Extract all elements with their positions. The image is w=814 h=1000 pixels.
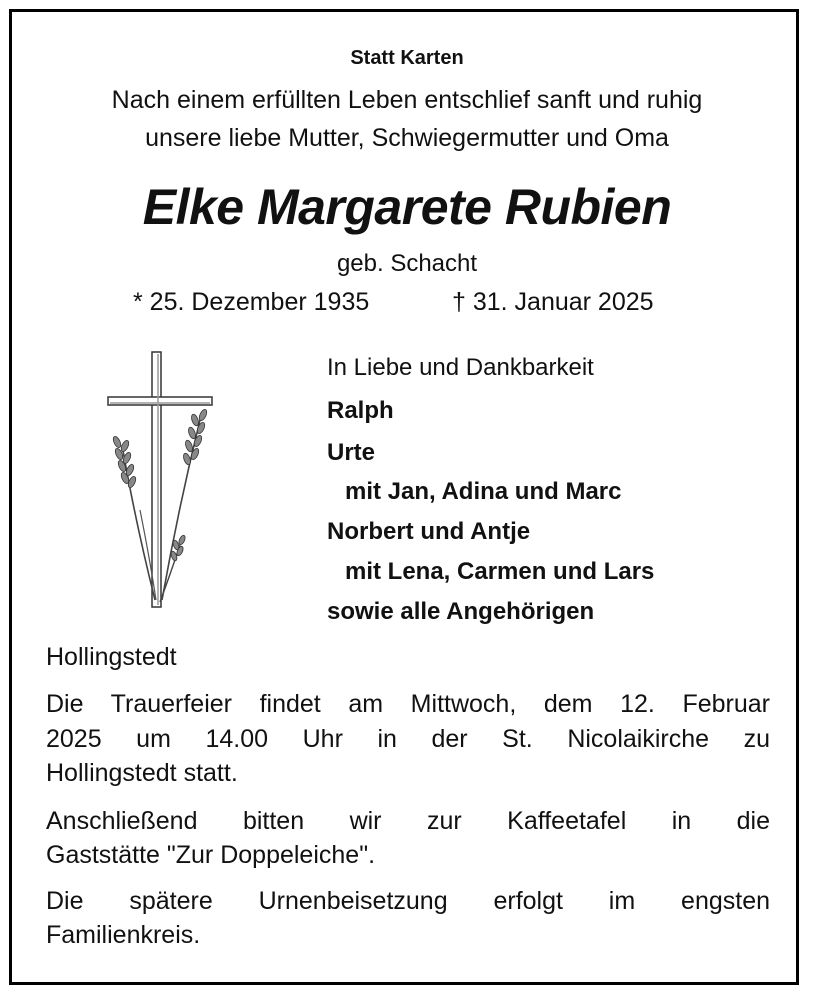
family-member: Norbert und Antje: [327, 518, 531, 545]
family-member-children: mit Jan, Adina und Marc: [345, 478, 622, 505]
family-relatives: sowie alle Angehörigen: [327, 598, 595, 625]
ceremony-text: Die Trauerfeier findet am Mittwoch, dem 12. Februar: [46, 690, 770, 718]
urn-text: Familienkreis.: [46, 921, 201, 949]
cross-with-wheat-icon: [100, 350, 220, 610]
family-member-children: mit Lena, Carmen und Lars: [345, 558, 655, 585]
ceremony-text: Hollingstedt statt.: [46, 759, 238, 787]
ceremony-text: 2025 um 14.00 Uhr in der St. Nicolaikirche zu: [46, 725, 770, 753]
family-member: Ralph: [327, 397, 394, 424]
coffee-text: Gaststätte "Zur Doppeleiche".: [46, 841, 376, 869]
family-intro: In Liebe und Dankbarkeit: [327, 354, 594, 381]
family-member: Urte: [327, 439, 376, 466]
header-statt-karten: Statt Karten: [350, 47, 464, 69]
deceased-name: Elke Margarete Rubien: [142, 179, 672, 235]
birth-name: geb. Schacht: [336, 250, 478, 277]
date-of-death: † 31. Januar 2025: [452, 288, 654, 316]
urn-text: Die spätere Urnenbeisetzung erfolgt im engsten: [46, 887, 770, 915]
date-of-birth: * 25. Dezember 1935: [133, 288, 370, 316]
intro-line-1: Nach einem erfüllten Leben entschlief sanft und ruhig: [111, 86, 703, 114]
intro-line-2: unsere liebe Mutter, Schwiegermutter und Oma: [145, 124, 669, 152]
coffee-text: Anschließend bitten wir zur Kaffeetafel in die: [46, 807, 770, 835]
place-name: Hollingstedt: [46, 643, 177, 671]
